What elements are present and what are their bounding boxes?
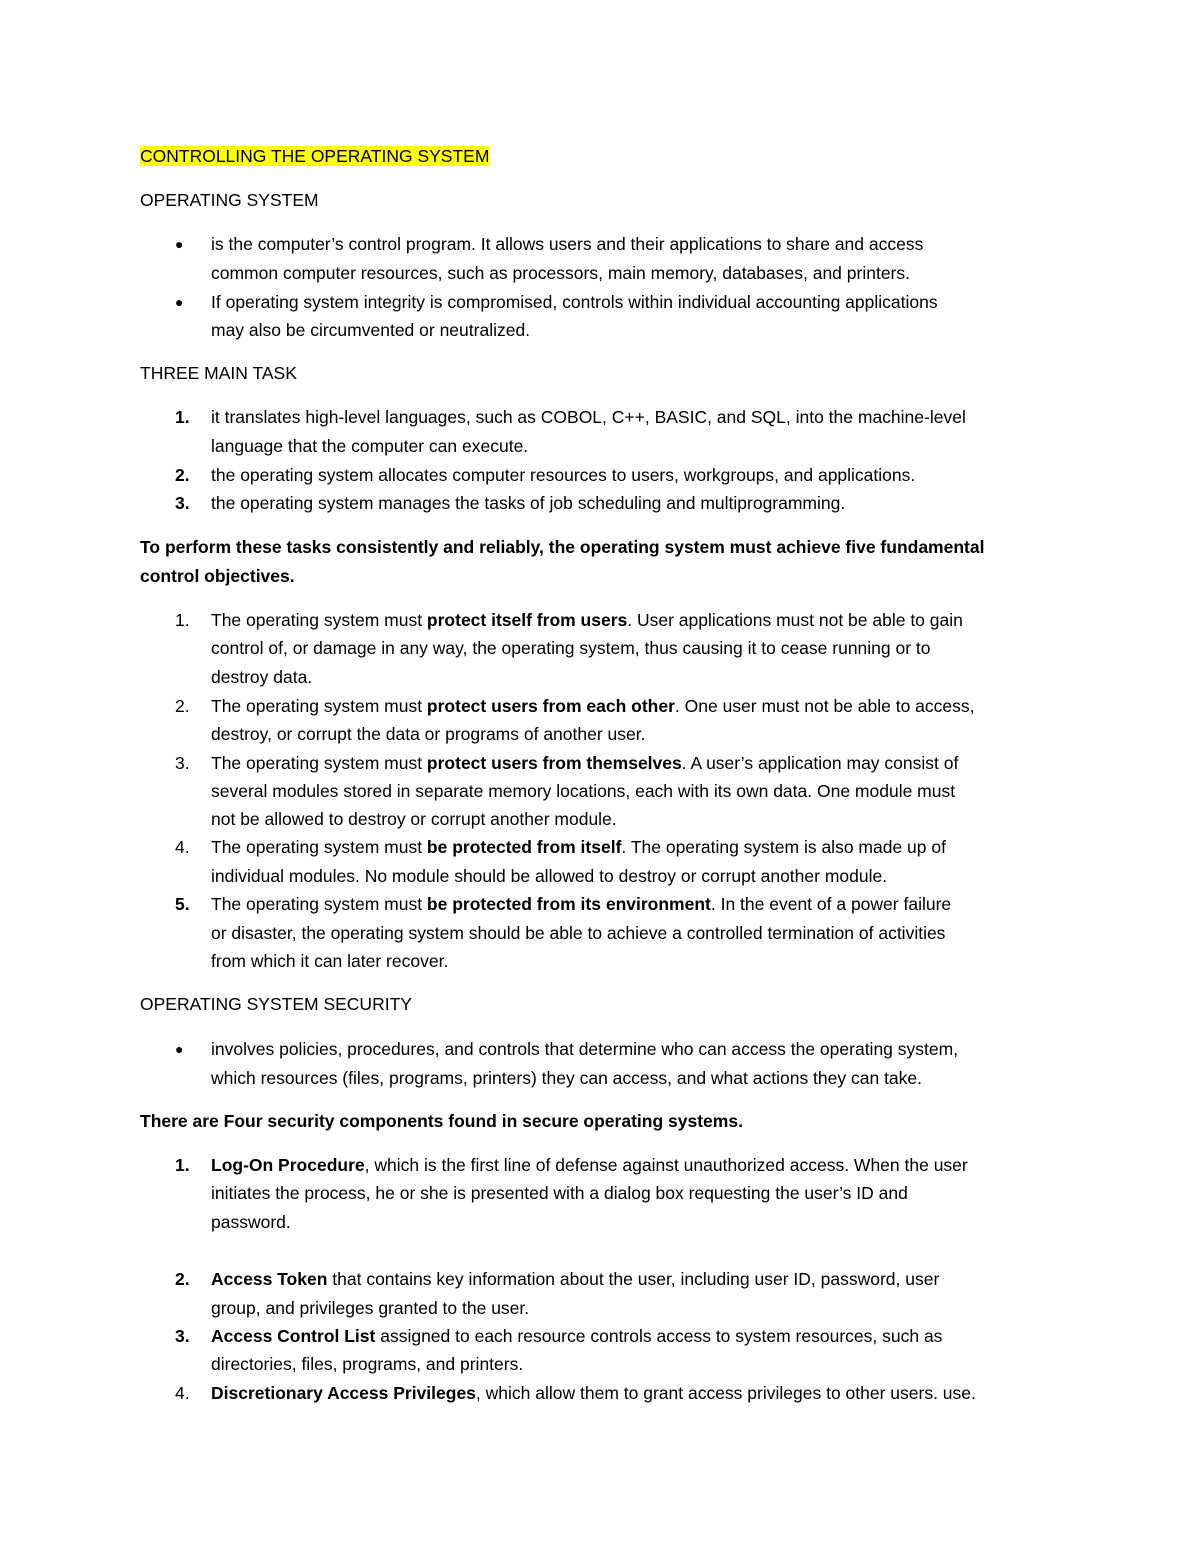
objective-3-line-3: not be allowed to destroy or corrupt another module. — [211, 809, 617, 829]
objective-4-number: 4. — [175, 837, 190, 857]
component-text: , which allow them to grant access privileges to other users. use. — [475, 1383, 976, 1403]
objective-3-number: 3. — [175, 753, 190, 773]
objectives-intro-line-2: control objectives. — [140, 566, 295, 586]
objective-emphasis: protect users from themselves — [426, 753, 682, 773]
os-bullet-2-line-1: If operating system integrity is compromised, controls within individual accounting applications — [211, 292, 938, 312]
objective-1-line-3: destroy data. — [211, 667, 313, 687]
os-bullet-1-line-1: is the computer’s control program. It allows users and their applications to share and access — [211, 234, 924, 254]
title-highlight: CONTROLLING THE OPERATING SYSTEM — [140, 146, 490, 166]
task-3-line-1: the operating system manages the tasks of job scheduling and multiprogramming. — [211, 493, 846, 513]
component-2-line-1 — [211, 1268, 939, 1290]
component-2-line-2: group, and privileges granted to the user. — [211, 1298, 530, 1318]
objective-text: . One user must not be able to access, — [674, 696, 975, 716]
task-1-line-2: language that the computer can execute. — [211, 436, 529, 456]
component-term: Access Token — [211, 1269, 328, 1289]
components-intro: There are Four security components found in secure operating systems. — [140, 1111, 743, 1131]
objective-4-line-2: individual modules. No module should be allowed to destroy or corrupt another module. — [211, 866, 888, 886]
bullet-icon: ● — [175, 1041, 184, 1057]
component-1-line-3: password. — [211, 1212, 291, 1232]
component-3-line-1 — [211, 1325, 942, 1347]
objective-5-number: 5. — [175, 894, 190, 914]
document-title — [140, 145, 489, 167]
objective-3-line-2: several modules stored in separate memory locations, each with its own data. One module must — [211, 781, 956, 801]
component-term: Log-On Procedure — [211, 1155, 365, 1175]
os-bullet-1-line-2: common computer resources, such as processors, main memory, databases, and printers. — [211, 263, 910, 283]
component-1-number: 1. — [175, 1155, 190, 1175]
component-2-number: 2. — [175, 1269, 190, 1289]
component-1-line-2: initiates the process, he or she is presented with a dialog box requesting the user’s ID and — [211, 1183, 908, 1203]
objective-2-line-2: destroy, or corrupt the data or programs of another user. — [211, 724, 646, 744]
bullet-icon: ● — [175, 236, 184, 252]
objective-text: The operating system must — [211, 753, 427, 773]
task-2-line-1: the operating system allocates computer resources to users, workgroups, and applications. — [211, 465, 916, 485]
objective-1-line-2: control of, or damage in any way, the operating system, thus causing it to cease running or to — [211, 638, 931, 658]
heading-operating-system: OPERATING SYSTEM — [140, 190, 319, 210]
heading-three-main-task: THREE MAIN TASK — [140, 363, 297, 383]
objective-1-line-1 — [211, 609, 963, 631]
os-bullet-2-line-2: may also be circumvented or neutralized. — [211, 320, 531, 340]
objective-text: . In the event of a power failure — [710, 894, 952, 914]
task-2-number: 2. — [175, 465, 190, 485]
objective-text: . A user’s application may consist of — [681, 753, 959, 773]
objective-text: The operating system must — [211, 894, 427, 914]
component-text: that contains key information about the user, including user ID, password, user — [327, 1269, 940, 1289]
task-3-number: 3. — [175, 493, 190, 513]
objective-5-line-2: or disaster, the operating system should be able to achieve a controlled termination of activities — [211, 923, 946, 943]
component-term: Access Control List — [211, 1326, 376, 1346]
objective-text: . User applications must not be able to gain — [627, 610, 963, 630]
objective-text: . The operating system is also made up of — [621, 837, 946, 857]
objectives-intro-line-1: To perform these tasks consistently and reliably, the operating system must achieve five fundamental — [140, 537, 985, 557]
objective-emphasis: be protected from its environment — [426, 894, 711, 914]
security-bullet-line-1: involves policies, procedures, and controls that determine who can access the operating system, — [211, 1039, 959, 1059]
component-text: assigned to each resource controls access to system resources, such as — [375, 1326, 943, 1346]
task-1-line-1: it translates high-level languages, such as COBOL, C++, BASIC, and SQL, into the machine-level — [211, 407, 966, 427]
security-bullet-line-2: which resources (files, programs, printers) they can access, and what actions they can take. — [211, 1068, 923, 1088]
objective-1-number: 1. — [175, 610, 190, 630]
component-text: , which is the first line of defense against unauthorized access. When the user — [364, 1155, 968, 1175]
objective-4-line-1 — [211, 836, 946, 858]
objective-5-line-3: from which it can later recover. — [211, 951, 449, 971]
heading-operating-system-security: OPERATING SYSTEM SECURITY — [140, 994, 412, 1014]
objective-5-line-1 — [211, 893, 951, 915]
objective-2-line-1 — [211, 695, 975, 717]
objective-emphasis: protect itself from users — [426, 610, 628, 630]
component-4-number: 4. — [175, 1383, 190, 1403]
objective-emphasis: be protected from itself — [426, 837, 622, 857]
bullet-icon: ● — [175, 294, 184, 310]
component-3-line-2: directories, files, programs, and printers. — [211, 1354, 524, 1374]
task-1-number: 1. — [175, 407, 190, 427]
objective-emphasis: protect users from each other — [426, 696, 675, 716]
objective-3-line-1 — [211, 752, 958, 774]
component-1-line-1 — [211, 1154, 968, 1176]
objective-2-number: 2. — [175, 696, 190, 716]
objective-text: The operating system must — [211, 696, 427, 716]
component-term: Discretionary Access Privileges — [211, 1383, 476, 1403]
component-3-number: 3. — [175, 1326, 190, 1346]
objective-text: The operating system must — [211, 610, 427, 630]
objective-text: The operating system must — [211, 837, 427, 857]
component-4-line-1 — [211, 1382, 976, 1404]
